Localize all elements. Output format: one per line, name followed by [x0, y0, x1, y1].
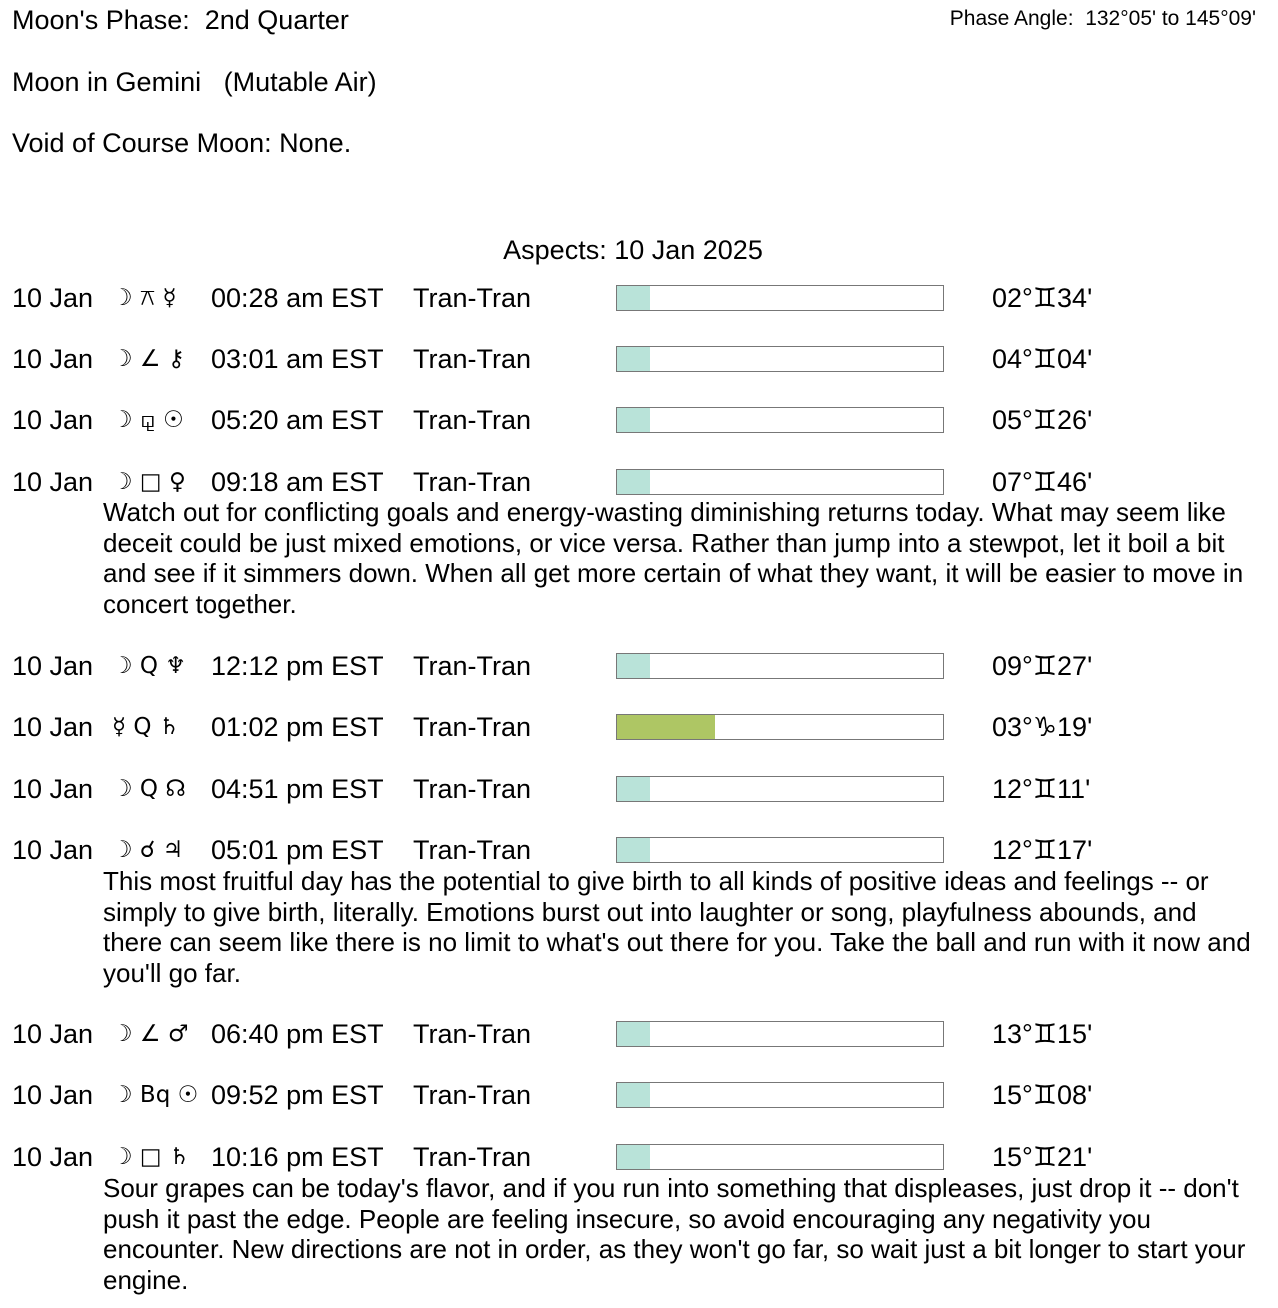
aspect-row — [0, 1017, 1278, 1051]
aspect-row — [0, 1078, 1278, 1112]
aspect-time: 09:18 am EST — [211, 467, 384, 497]
strength-bar-fill — [617, 1145, 650, 1169]
aspect-position: 07°♊46' — [992, 467, 1093, 497]
strength-bar-fill — [617, 286, 650, 310]
aspect-row — [0, 281, 1278, 315]
moon-phase: Moon's Phase: 2nd Quarter — [12, 5, 349, 35]
aspect-position: 03°♑19' — [992, 712, 1093, 742]
phase-angle: Phase Angle: 132°05' to 145°09' — [949, 7, 1256, 30]
strength-bar — [616, 653, 944, 679]
aspect-type: Tran-Tran — [413, 405, 532, 435]
aspect-time: 03:01 am EST — [211, 344, 384, 374]
aspect-position: 04°♊04' — [992, 344, 1093, 374]
strength-bar-fill — [617, 1083, 650, 1107]
aspect-date: 10 Jan — [12, 1019, 94, 1049]
aspect-type: Tran-Tran — [413, 1080, 532, 1110]
aspect-glyphs: ☽ Q ☊ — [112, 776, 186, 802]
aspect-row — [0, 342, 1278, 376]
aspect-date: 10 Jan — [12, 283, 94, 313]
strength-bar — [616, 407, 944, 433]
strength-bar-fill — [617, 838, 650, 862]
strength-bar-fill — [617, 654, 650, 678]
aspects-title: Aspects: 10 Jan 2025 — [503, 235, 763, 265]
aspect-type: Tran-Tran — [413, 651, 532, 681]
strength-bar-fill — [617, 408, 650, 432]
aspect-description: This most fruitful day has the potential to give birth to all kinds of positive ideas and feelings -- or simply to give birth, literally. Emotions burst out into laughter or song, playfulness abounds, and there can seem like there is no limit to what's out there for you. Take the ball and run with it now and you'll go far. — [103, 866, 1251, 988]
aspect-type: Tran-Tran — [413, 1142, 532, 1172]
aspect-glyphs: ☽ ⚼ ☉ — [112, 407, 184, 433]
aspect-date: 10 Jan — [12, 835, 94, 865]
aspect-glyphs: ☽ Q ♆ — [112, 653, 186, 679]
aspect-date: 10 Jan — [12, 712, 94, 742]
aspect-row — [0, 1140, 1278, 1174]
aspect-time: 09:52 pm EST — [211, 1080, 384, 1110]
aspect-date: 10 Jan — [12, 344, 94, 374]
strength-bar — [616, 346, 944, 372]
aspect-time: 04:51 pm EST — [211, 774, 384, 804]
aspect-date: 10 Jan — [12, 1142, 94, 1172]
aspect-row — [0, 403, 1278, 437]
aspect-description: Watch out for conflicting goals and energy-wasting diminishing returns today. What may seem like deceit could be just mixed emotions, or vice versa. Rather than jump into a stewpot, let it boil a bit and see if it simmers down. When all get more certain of what they want, it will be easier to move in concert together. — [103, 497, 1244, 619]
aspect-time: 00:28 am EST — [211, 283, 384, 313]
strength-bar — [616, 469, 944, 495]
aspect-time: 10:16 pm EST — [211, 1142, 384, 1172]
strength-bar — [616, 1021, 944, 1047]
aspect-position: 12°♊17' — [992, 835, 1093, 865]
aspect-type: Tran-Tran — [413, 283, 532, 313]
aspect-row — [0, 649, 1278, 683]
aspect-row — [0, 772, 1278, 806]
aspect-glyphs: ☽ ∠ ♂ — [112, 1021, 189, 1047]
strength-bar-fill — [617, 1022, 650, 1046]
void-of-course: Void of Course Moon: None. — [12, 128, 352, 158]
aspect-type: Tran-Tran — [413, 712, 532, 742]
aspect-type: Tran-Tran — [413, 1019, 532, 1049]
strength-bar — [616, 714, 944, 740]
strength-bar-fill — [617, 347, 650, 371]
aspect-position: 15°♊21' — [992, 1142, 1093, 1172]
aspect-glyphs: ☿ Q ♄ — [112, 714, 180, 740]
strength-bar — [616, 776, 944, 802]
aspect-row — [0, 465, 1278, 499]
strength-bar — [616, 285, 944, 311]
aspect-date: 10 Jan — [12, 1080, 94, 1110]
strength-bar-fill — [617, 470, 650, 494]
aspect-date: 10 Jan — [12, 405, 94, 435]
aspect-time: 12:12 pm EST — [211, 651, 384, 681]
moon-sign: Moon in Gemini (Mutable Air) — [12, 67, 377, 97]
aspect-position: 15°♊08' — [992, 1080, 1093, 1110]
aspect-date: 10 Jan — [12, 651, 94, 681]
strength-bar — [616, 1082, 944, 1108]
aspect-glyphs: ☽ ∠ ⚷ — [112, 346, 185, 372]
aspect-type: Tran-Tran — [413, 467, 532, 497]
aspect-type: Tran-Tran — [413, 344, 532, 374]
aspect-position: 09°♊27' — [992, 651, 1093, 681]
strength-bar-fill — [617, 715, 715, 739]
aspect-time: 01:02 pm EST — [211, 712, 384, 742]
aspect-time: 06:40 pm EST — [211, 1019, 384, 1049]
aspect-date: 10 Jan — [12, 774, 94, 804]
aspect-date: 10 Jan — [12, 467, 94, 497]
aspect-glyphs: ☽ □ ♄ — [112, 1144, 190, 1170]
strength-bar — [616, 1144, 944, 1170]
aspect-position: 02°♊34' — [992, 283, 1093, 313]
aspect-row — [0, 710, 1278, 744]
aspect-glyphs: ☽ Bq ☉ — [112, 1082, 199, 1108]
aspect-description: Sour grapes can be today's flavor, and if you run into something that displeases, just drop it -- don't push it past the edge. People are feeling insecure, so avoid encouraging any negativity you encounter. New directions are not in order, as they won't go far, so wait just a bit longer to start your engine. — [103, 1173, 1246, 1295]
aspect-time: 05:20 am EST — [211, 405, 384, 435]
aspect-time: 05:01 pm EST — [211, 835, 384, 865]
aspect-position: 13°♊15' — [992, 1019, 1093, 1049]
aspect-glyphs: ☽ ☌ ♃ — [112, 837, 184, 863]
strength-bar — [616, 837, 944, 863]
strength-bar-fill — [617, 777, 650, 801]
aspect-type: Tran-Tran — [413, 835, 532, 865]
aspect-row — [0, 833, 1278, 867]
aspect-position: 05°♊26' — [992, 405, 1093, 435]
aspect-glyphs: ☽ ⚻ ☿ — [112, 285, 177, 311]
aspect-position: 12°♊11' — [992, 774, 1091, 804]
aspect-glyphs: ☽ □ ♀ — [112, 469, 186, 495]
aspect-type: Tran-Tran — [413, 774, 532, 804]
